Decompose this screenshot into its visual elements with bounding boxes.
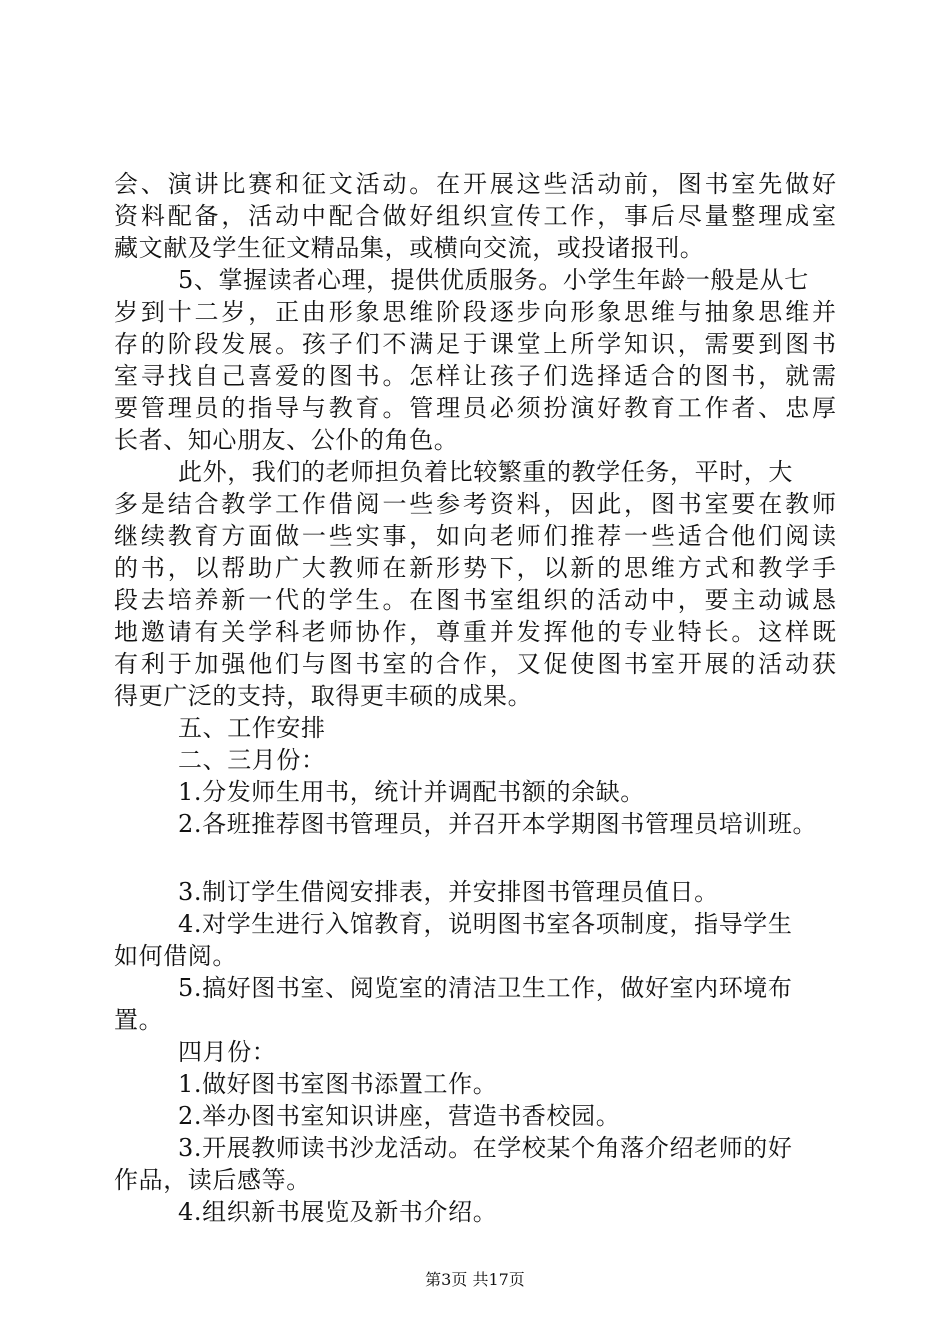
text-line: 要 管 理 员 的 指 导 与 教 育 。 管 理 员 必 须 扮 演 好 教 育 工 作 者 、 忠 厚 <box>114 394 836 422</box>
page-number-footer: 第3页 共17页 <box>425 1270 525 1289</box>
text-line: 多 是 结 合 教 学 工 作 借 阅 一 些 参 考 资 料 ， 因 此 ， 图 书 室 要 在 教 师 <box>114 490 836 518</box>
text-line: 段 去 培 养 新 一 代 的 学 生 。 在 图 书 室 组 织 的 活 动 中 ， 要 主 动 诚 恳 <box>114 586 836 614</box>
text-line: 存 的 阶 段 发 展 。 孩 子 们 不 满 足 于 课 堂 上 所 学 知 识 ， 需 要 到 图 书 <box>114 330 836 358</box>
text-line: 藏文献及学生征文精品集，或横向交流，或投诸报刊。 <box>114 234 705 262</box>
text-line: 室 寻 找 自 己 喜 爱 的 图 书 。 怎 样 让 孩 子 们 选 择 适 合 的 图 书 ， 就 需 <box>114 362 836 390</box>
list-item: 1.分发师生用书，统计并调配书额的余缺。 <box>178 778 645 806</box>
list-item: 5.搞好图书室、阅览室的清洁卫生工作，做好室内环境布 <box>178 974 793 1002</box>
text-line: 作品，读后感等。 <box>114 1166 311 1194</box>
paragraph-start-line: 5、掌握读者心理，提供优质服务。小学生年龄一般是从七 <box>178 266 809 294</box>
list-item: 2.举办图书室知识讲座，营造书香校园。 <box>178 1102 621 1130</box>
list-item: 4.组织新书展览及新书介绍。 <box>178 1198 498 1226</box>
month-heading: 二、三月份： <box>178 746 326 774</box>
blank-line <box>114 840 836 876</box>
text-line: 长者、知心朋友、公仆的角色。 <box>114 426 459 454</box>
text-line: 如何借阅。 <box>114 942 237 970</box>
list-item: 1.做好图书室图书添置工作。 <box>178 1070 498 1098</box>
paragraph-start-line: 此外，我们的老师担负着比较繁重的教学任务，平时，大 <box>178 458 793 486</box>
text-line: 的 书 ， 以 帮 助 广 大 教 师 在 新 形 势 下 ， 以 新 的 思 维 方 式 和 教 学 手 <box>114 554 836 582</box>
document-body <box>114 168 836 1228</box>
text-line: 地 邀 请 有 关 学 科 老 师 协 作 ， 尊 重 并 发 挥 他 的 专 业 特 长 。 这 样 既 <box>114 618 836 646</box>
text-line: 会 、 演 讲 比 赛 和 征 文 活 动 。 在 开 展 这 些 活 动 前 ， 图 书 室 先 做 好 <box>114 170 836 198</box>
text-line: 继 续 教 育 方 面 做 一 些 实 事 ， 如 向 老 师 们 推 荐 一 些 适 合 他 们 阅 读 <box>114 522 836 550</box>
text-line: 得更广泛的支持，取得更丰硕的成果。 <box>114 682 533 710</box>
text-line: 置。 <box>114 1006 164 1034</box>
text-line: 有 利 于 加 强 他 们 与 图 书 室 的 合 作 ， 又 促 使 图 书 室 开 展 的 活 动 获 <box>114 650 836 678</box>
month-heading: 四月份： <box>178 1038 277 1066</box>
list-item: 3.制订学生借阅安排表，并安排图书管理员值日。 <box>178 878 719 906</box>
section-heading: 五、工作安排 <box>178 714 326 742</box>
list-item: 2.各班推荐图书管理员，并召开本学期图书管理员培训班。 <box>178 810 818 838</box>
list-item: 4.对学生进行入馆教育，说明图书室各项制度，指导学生 <box>178 910 793 938</box>
text-line: 岁 到 十 二 岁 ， 正 由 形 象 思 维 阶 段 逐 步 向 形 象 思 维 与 抽 象 思 维 并 <box>114 298 836 326</box>
text-line: 资 料 配 备 ， 活 动 中 配 合 做 好 组 织 宣 传 工 作 ， 事 后 尽 量 整 理 成 室 <box>114 202 836 230</box>
list-item: 3.开展教师读书沙龙活动。在学校某个角落介绍老师的好 <box>178 1134 793 1162</box>
